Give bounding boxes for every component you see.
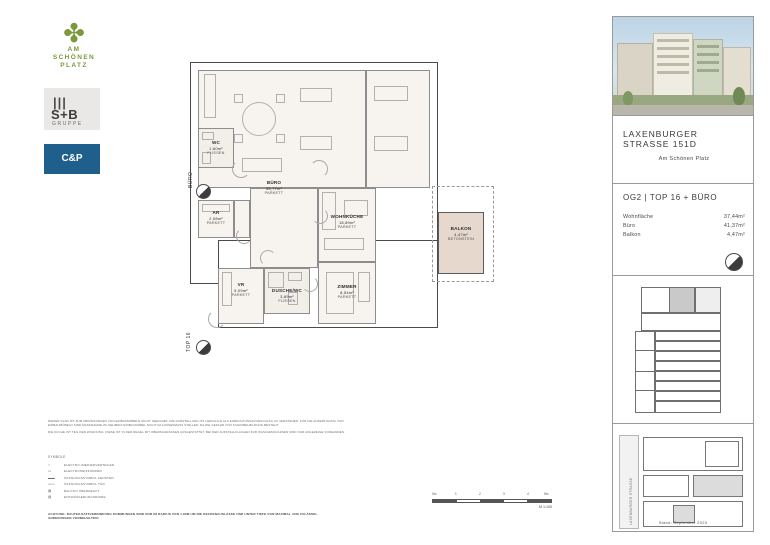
scale-tick: 5m [544,492,549,496]
note-paragraph-1: DIESER PLAN IST ZUM ABKÜRZUNGEN VON EINBAUMÖBELN NICHT GEEIGNET, DIE DARSTELLUNG IST LEDIGLICH ALS EINRICHTUNGSVORSCHLAG ZU VERSTEHEN. FÜR DIE ANFERTIGUNG VON EINBAUMÖBELN SIND MASSNAHME ZU NEHMEN! EINBAUMÖBEL NICHT IM AUSSENMASS STELLEN, DA DIE GEFAHR VON SCHIMMELBILDUNG BESTEHT. [48,419,344,427]
door-swing [260,250,276,266]
label-zimmer-area: 8,54m² [340,289,354,295]
label-buero-area: 35,77m² [265,185,283,191]
legend-item-label: ENTWÄSSERUNGSRINNE [64,495,106,500]
logo-sb-gruppe [44,88,100,130]
legend-item [48,495,228,500]
furniture-desk [300,136,332,150]
unit-code: OG2 | TOP 16 + BÜRO [623,193,718,202]
scale-tick: 0m [432,492,437,496]
logo-line-3: PLATZ [60,62,88,69]
label-wc-floor: FLIESEN [207,151,225,156]
disclaimer-notes [48,420,348,437]
electro-distributor-icon: ⌁ [48,462,51,467]
furniture-wc-basin [202,132,214,140]
north-arrow-top16 [196,340,211,355]
furniture-sofa [324,238,364,250]
drainage-channel-icon: ▨ [48,495,52,500]
cp-name: C&P [61,153,83,164]
building-rendering [613,17,753,115]
legend-item [48,469,228,474]
flower-icon: ✤ [63,18,85,48]
label-wohnkueche [317,214,377,231]
door-opening-icon: ▭▭ [48,482,55,487]
furniture-desk [374,136,408,151]
logo-line-1: AM [67,46,81,53]
label-dusche-wc [257,288,317,305]
north-arrow-icon [725,253,743,271]
area-row [623,213,745,222]
label-buero-floor: PARKETT [264,191,284,196]
logo-cp [44,144,100,174]
radiator-icon: ▭ [48,469,52,474]
legend-item-label: BALKON ÜBERDECKT [64,488,100,493]
furniture-round-table [242,102,276,136]
label-wc-name: WC [211,140,221,145]
legend-item-label: ÖFFNUNGSSYMBOL FENSTER [64,475,114,480]
logo-line-2: SCHÖNEN [52,54,96,61]
label-ar-floor: PARKETT [206,221,226,226]
legend-item [48,482,228,487]
label-vr-floor: PARKETT [231,293,251,298]
label-ar [186,210,246,227]
label-wc [186,140,246,157]
label-zimmer-floor: PARKETT [337,295,357,300]
label-buero [244,180,304,197]
label-dusche-wc-floor: FLIESEN [278,299,296,304]
label-wohnkueche-name: WOHNKÜCHE [330,214,364,219]
label-ar-area: 2,08m² [209,215,223,221]
label-balkon-name: BALKON [450,226,472,231]
door-swing [310,160,328,178]
north-arrow-buero [196,184,211,199]
area-label: Wohnfläche [623,214,654,220]
legend-title: SYMBOLE [48,455,66,459]
scale-ticks [432,492,552,498]
door-swing [236,228,252,244]
panel-divider [613,423,753,424]
key-plan [613,279,753,429]
area-label: Balkon [623,232,641,238]
label-vr-area: 5,09m² [234,287,248,293]
door-swing-entry-top16 [208,310,226,328]
sb-sub: GRUPPE [52,121,83,127]
sb-name: S+B [51,107,79,122]
legend-item [48,475,228,480]
furniture-desk [300,88,332,102]
door-swing [232,160,250,178]
panel-divider [613,275,753,276]
panel-divider [613,183,753,184]
label-dusche-wc-area: 3,89m² [280,293,294,299]
note-paragraph-2: DIE KÜCHE IST TEIL DER WOHNUNG. DIESE IST IN DER REGEL MIT OBERSCHRÄNKEN AUSGESTATTET. BEI DER AUFSTELLFLÄCHEN FÜR WASCHMASCHINEN SIND NUR ANGEZEIGE VORHANDEN. [48,429,346,434]
panel-divider [613,115,753,116]
furniture-chair [276,134,285,143]
furniture-shelf [204,74,216,118]
legend-item [48,488,228,493]
site-street-label: LAXENBURGER STRASSE [629,477,633,525]
revision-date: Stand: September 2023 [658,520,708,525]
label-buero-name: BÜRO [266,180,282,185]
area-value: 41,37m² [723,223,745,229]
legend-item-label: ÖFFNUNGSSYMBOL TÜR [64,482,105,487]
legend-item-label: ELEKTROHEIZKÖRPER [64,469,102,474]
scale-bar-graphic [432,499,552,503]
legend-item-label: ELEKTRO-/MEDIENVERTEILER [64,462,115,467]
label-ar-name: AR [212,210,220,215]
area-row [623,231,745,240]
area-value: 37,44m² [723,214,745,220]
label-balkon [431,226,491,243]
area-value: 4,47m² [727,232,745,238]
scale-bar [432,492,552,509]
scale-ratio: M 1:100 [539,505,552,509]
scale-tick: 2 [479,492,481,496]
label-dusche-wc-name: DUSCHE/WC [271,288,303,293]
scale-tick: 1 [455,492,457,496]
project-name: Am Schönen Platz [658,156,710,162]
label-balkon-floor: BETONSTEIN [447,237,475,242]
label-zimmer-name: ZIMMER [337,284,357,289]
furniture-washbasin [288,272,302,281]
label-balkon-area: 4,47m² [454,231,468,237]
area-row [623,222,745,231]
entry-label-buero: BÜRO [188,171,194,188]
floor-plan-drawing [150,40,590,380]
scale-tick: 3 [503,492,505,496]
entry-label-top16: TOP 16 [186,331,192,352]
label-wohnkueche-floor: PARKETT [337,225,357,230]
warning-text: ACHTUNG: BAUTEILSATZVERBINDUNG KOMMUNGEN SIND NUR IM RADIUS VON 1,80M UM DIE DECKENAUSLÄSSE UND UNTER TIEFE VON MAXIMAL 4CM ZULÄSSIG. ÄNDERUNGEN VORBEHALTEN! [48,512,318,521]
address-block [623,129,745,162]
sb-bars-icon: ||| [53,95,67,110]
areas-table [623,213,745,240]
furniture-chair [234,94,243,103]
label-vr-name: VR [237,282,245,287]
legend-list [48,462,228,501]
balcony-cover-icon: ▤ [48,488,52,493]
furniture-desk [374,86,408,101]
furniture-chair [276,94,285,103]
unit-block [623,193,745,202]
logo-column [44,20,104,174]
label-wc-area: 1,60m² [209,145,223,151]
street-address: LAXENBURGER STRASSE 151D [623,129,698,149]
area-label: Büro [623,223,636,229]
info-panel [612,16,754,532]
label-zimmer [317,284,377,301]
legend-item [48,462,228,467]
scale-tick: 4 [527,492,529,496]
label-wohnkueche-area: 18,89m² [338,219,356,225]
window-opening-icon: ▬▬ [48,475,55,480]
logo-am-schoenen-platz [44,20,104,70]
